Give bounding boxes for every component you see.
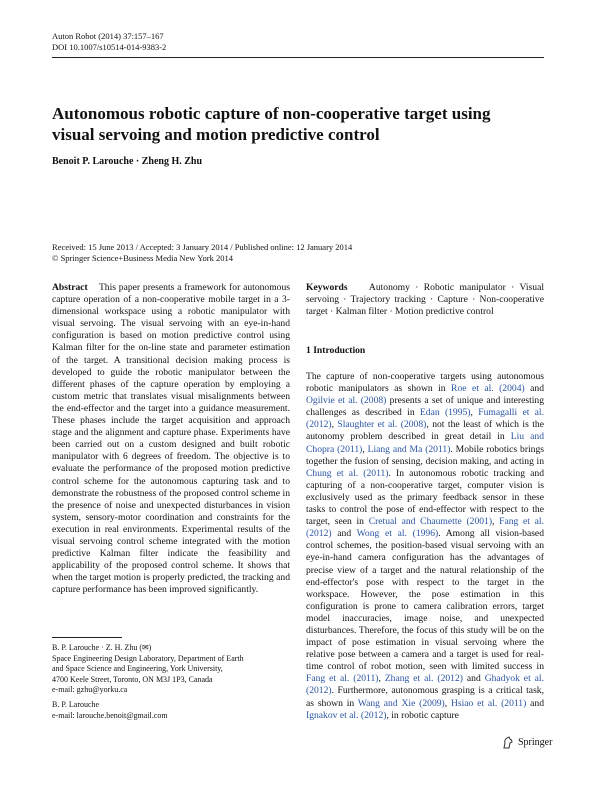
intro-text: , <box>470 407 479 419</box>
intro-text: , <box>362 443 368 455</box>
intro-text: The capture of non-cooperative targets using autonomous robotic manipulators as shown in <box>306 371 544 395</box>
footnote-rule <box>52 637 122 638</box>
citation-link[interactable]: Fang et al. (2012) <box>306 516 544 540</box>
abstract-label: Abstract <box>52 282 88 293</box>
affiliation-email: e-mail: gzhu@yorku.ca <box>52 685 128 695</box>
intro-text: , <box>444 697 451 709</box>
introduction-body <box>306 371 544 722</box>
paper-title: Autonomous robotic capture of non-cooperative target using visual servoing and motion predictive control <box>52 104 491 144</box>
affiliation-authors: B. P. Larouche · Z. H. Zhu (✉) <box>52 643 152 652</box>
affiliation-dept: and Space Science and Engineering, York University, <box>52 664 223 674</box>
publisher-logo <box>502 736 552 749</box>
keywords-text: Autonomy · Robotic manipulator · Visual servoing · Trajectory tracking · Capture · Non-cooperative target · Kalman filter · Motion predictive control <box>306 282 544 318</box>
publisher-name: Springer <box>518 737 553 748</box>
doi: DOI 10.1007/s10514-014-9383-2 <box>52 42 167 52</box>
affiliation-author2: B. P. Larouche <box>52 699 100 709</box>
citation-link[interactable]: Ogilvie et al. (2008) <box>306 395 387 407</box>
citation-link[interactable]: Zhang et al. (2012) <box>384 673 463 685</box>
affiliation-email2: e-mail: larouche.benoit@gmail.com <box>52 710 168 720</box>
affiliation-lab: Space Engineering Design Laboratory, Department of Earth <box>52 653 244 663</box>
citation-link[interactable]: Liu and Chopra (2011) <box>306 431 544 455</box>
intro-text: and <box>331 528 357 540</box>
affiliation-address: 4700 Keele Street, Toronto, ON M3J 1P3, Canada <box>52 674 213 684</box>
received-dates: Received: 15 June 2013 / Accepted: 3 January 2014 / Published online: 12 January 2014 <box>52 242 353 252</box>
publication-history <box>52 242 352 264</box>
intro-text: . Furthermore, autonomous grasping is a critical task, as shown in <box>306 685 544 709</box>
journal-reference: Auton Robot (2014) 37:157–167 <box>52 31 164 41</box>
citation-link[interactable]: Ignakov et al. (2012) <box>306 709 387 721</box>
intro-text: , not the least of which is the autonomy problem described in great detail in <box>306 419 544 443</box>
intro-text: and <box>462 673 485 685</box>
springer-horse-icon <box>502 736 514 749</box>
author-list: Benoit P. Larouche · Zheng H. Zhu <box>52 156 203 167</box>
intro-text: and <box>524 383 544 395</box>
citation-link[interactable]: Ghadyok et al. (2012) <box>306 673 544 697</box>
citation-link[interactable]: Wang and Xie (2009) <box>357 697 445 709</box>
header-rule <box>52 57 544 58</box>
intro-text: . Mobile robotics brings together the fusion of sensing, decision making, and acting in <box>306 443 545 467</box>
citation-link[interactable]: Chung et al. (2011) <box>306 467 389 479</box>
intro-text: and <box>526 697 544 709</box>
intro-text: presents a set of unique and interesting challenges as described in <box>306 395 545 419</box>
citation-link[interactable]: Fumagalli et al. (2012) <box>306 407 544 431</box>
intro-text: , <box>331 419 338 431</box>
citation-link[interactable]: Cretual and Chaumette (2001) <box>368 516 493 528</box>
copyright-line: © Springer Science+Business Media New York 2014 <box>52 253 233 263</box>
intro-text: , <box>492 516 500 528</box>
intro-text: . In autonomous robotic tracking and capturing of a non-cooperative target, computer vision is exclusively used as the primary feedback sensor in these tasks to control the pose of end-effector with respect to the target, seen in <box>306 467 544 528</box>
citation-link[interactable]: Hsiao et al. (2011) <box>450 697 527 709</box>
affiliation-block <box>52 643 244 721</box>
intro-text: . Among all vision-based control schemes, the position-based visual servoing with an eye-in-hand camera configuration has the advantages of precise view of a target and the natural relationship of the end-effector's pose with respect to the target in the workspace. However, the pose estimation in this configuration is prone to camera calibration errors, target model inaccuracies, image noise, and unexpected disturbances. Therefore, the focus of this study will be on the impact of pose estimation in visual servoing where the relative pose between a camera and a target is used for real-time control of robot motion, seen with limited success in <box>306 528 544 673</box>
abstract-block <box>52 282 290 596</box>
intro-text: , in robotic capture <box>386 709 459 721</box>
abstract-text: This paper presents a framework for autonomous capture operation of a non-cooperative mobile target in a 3-dimensional workspace using a robotic manipulator with visual servoing. The visual servoing with an eye-in-hand configuration is based on motion predictive control using Kalman filter for the on-line state and parameter estimation of the target. A transitional decision making process is developed to guide the robotic manipulator between the different phases of the capture operation by employing a custom metric that translates visual misalignments between the end-effector and the target into a guidance measurement. These phases include the target acquisition and approach stage and the alignment and capture phase. Experiments have been carried out on a custom designed and built robotic manipulator with 6 degrees of freedom. The objective is to evaluate the performance of the proposed motion predictive control scheme for the autonomous capturing task and to demonstrate the robustness of the proposed control scheme in the presence of noise and unexpected disturbances in vision system, sensory-motor coordination and constraints for the execution in real environments. Experimental results of the visual servoing control scheme integrated with the motion predictive Kalman filter indicate the feasibility and applicability of the proposed control scheme. It shows that when the target motion is properly predicted, the tracking and capture performance has been improved significantly. <box>52 282 291 596</box>
citation-link[interactable]: Slaughter et al. (2008) <box>337 419 427 431</box>
citation-link[interactable]: Fang et al. (2011) <box>306 673 379 685</box>
citation-link[interactable]: Edan (1995) <box>419 407 471 419</box>
citation-link[interactable]: Liang and Ma (2011) <box>367 443 451 455</box>
citation-link[interactable]: Wong et al. (1996) <box>356 528 439 540</box>
intro-text: , <box>378 673 385 685</box>
keywords-label: Keywords <box>306 282 348 293</box>
section-heading-introduction: 1 Introduction <box>306 345 366 356</box>
citation-link[interactable]: Roe et al. (2004) <box>451 383 525 395</box>
keywords-block <box>306 282 544 318</box>
